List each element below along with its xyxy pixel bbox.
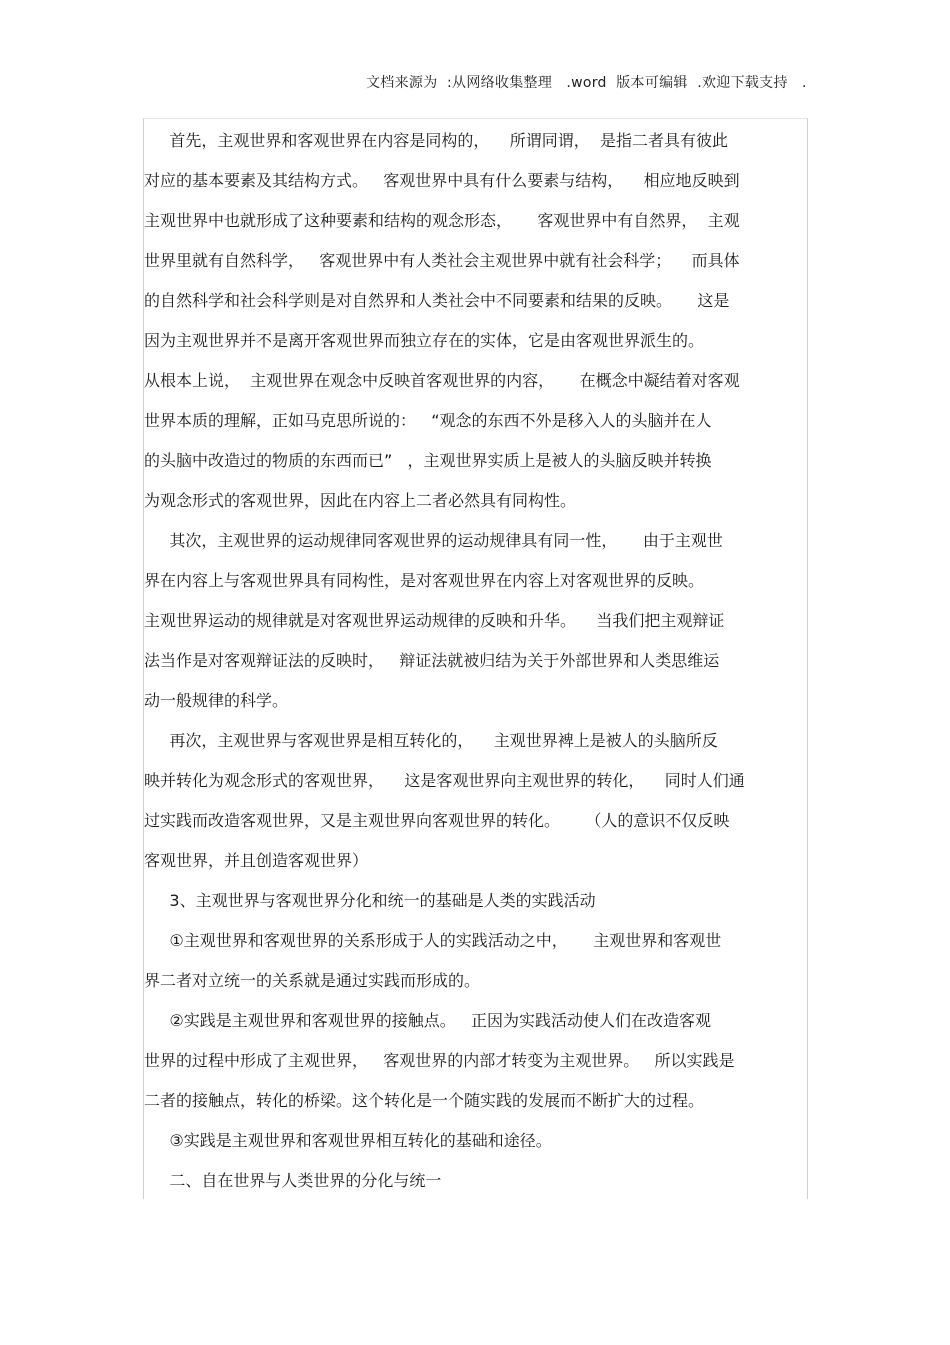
text-line: 的自然科学和社会科学则是对自然界和人类社会中不同要素和结果的反映。 这是	[144, 291, 730, 310]
text-line: ①主观世界和客观世界的关系形成于人的实践活动之中， 主观世界和客观世	[144, 931, 722, 950]
text-line: ③实践是主观世界和客观世界相互转化的基础和途径。	[144, 1131, 552, 1150]
text-line: 因为主观世界并不是离开客观世界而独立存在的实体，它是由客观世界派生的。	[144, 331, 705, 350]
text-line: 动一般规律的科学。	[144, 691, 289, 710]
text-line: 世界里就有自然科学， 客观世界中有人类社会主观世界中就有社会科学； 而具体	[144, 251, 740, 270]
text-line: 法当作是对客观辩证法的反映时， 辩证法就被归结为关于外部世界和人类思维运	[144, 651, 720, 670]
text-line: 再次，主观世界与客观世界是相互转化的， 主观世界裨上是被人的头脑所反	[144, 731, 718, 750]
text-line: 过实践而改造客观世界，又是主观世界向客观世界的转化。 （人的意识不仅反映	[144, 811, 730, 830]
text-line: 首先，主观世界和客观世界在内容是同构的， 所谓同谓， 是指二者具有彼此	[144, 131, 728, 150]
text-line: 映并转化为观念形式的客观世界， 这是客观世界向主观世界的转化， 同时人们通	[144, 771, 745, 790]
text-line: ②实践是主观世界和客观世界的接触点。 正因为实践活动使人们在改造客观	[144, 1011, 712, 1030]
text-line: 二者的接触点，转化的桥梁。这个转化是一个随实践的发展而不断扩大的过程。	[144, 1091, 705, 1110]
text-line: 其次，主观世界的运动规律同客观世界的运动规律具有同一性， 由于主观世	[144, 531, 723, 550]
text-line: 世界的过程中形成了主观世界， 客观世界的内部才转变为主观世界。 所以实践是	[144, 1051, 735, 1070]
text-line: 二、自在世界与人类世界的分化与统一	[144, 1171, 442, 1190]
text-line: 主观世界中也就形成了这种要素和结构的观念形态， 客观世界中有自然界， 主观	[144, 211, 740, 230]
text-line: 界二者对立统一的关系就是通过实践而形成的。	[144, 971, 481, 990]
text-line: 世界本质的理解，正如马克思所说的： “观念的东西不外是移入人的头脑并在人	[144, 411, 712, 430]
text-line: 的头脑中改造过的物质的东西而已” ，主观世界实质上是被人的头脑反映并转换	[144, 451, 712, 470]
page-header: 文档来源为 :从网络收集整理 .word 版本可编辑 .欢迎下载支持 .	[366, 75, 807, 91]
text-line: 界在内容上与客观世界具有同构性，是对客观世界在内容上对客观世界的反映。	[144, 571, 705, 590]
text-line: 3、主观世界与客观世界分化和统一的基础是人类的实践活动	[144, 891, 596, 910]
text-line: 对应的基本要素及其结构方式。 客观世界中具有什么要素与结构， 相应地反映到	[144, 171, 740, 190]
text-line: 为观念形式的客观世界，因此在内容上二者必然具有同构性。	[144, 491, 577, 510]
text-line: 客观世界，并且创造客观世界）	[144, 851, 369, 870]
text-line: 从根本上说， 主观世界在观念中反映首客观世界的内容， 在概念中凝结着对客观	[144, 371, 740, 390]
text-line: 主观世界运动的规律就是对客观世界运动规律的反映和升华。 当我们把主观辩证	[144, 611, 725, 630]
